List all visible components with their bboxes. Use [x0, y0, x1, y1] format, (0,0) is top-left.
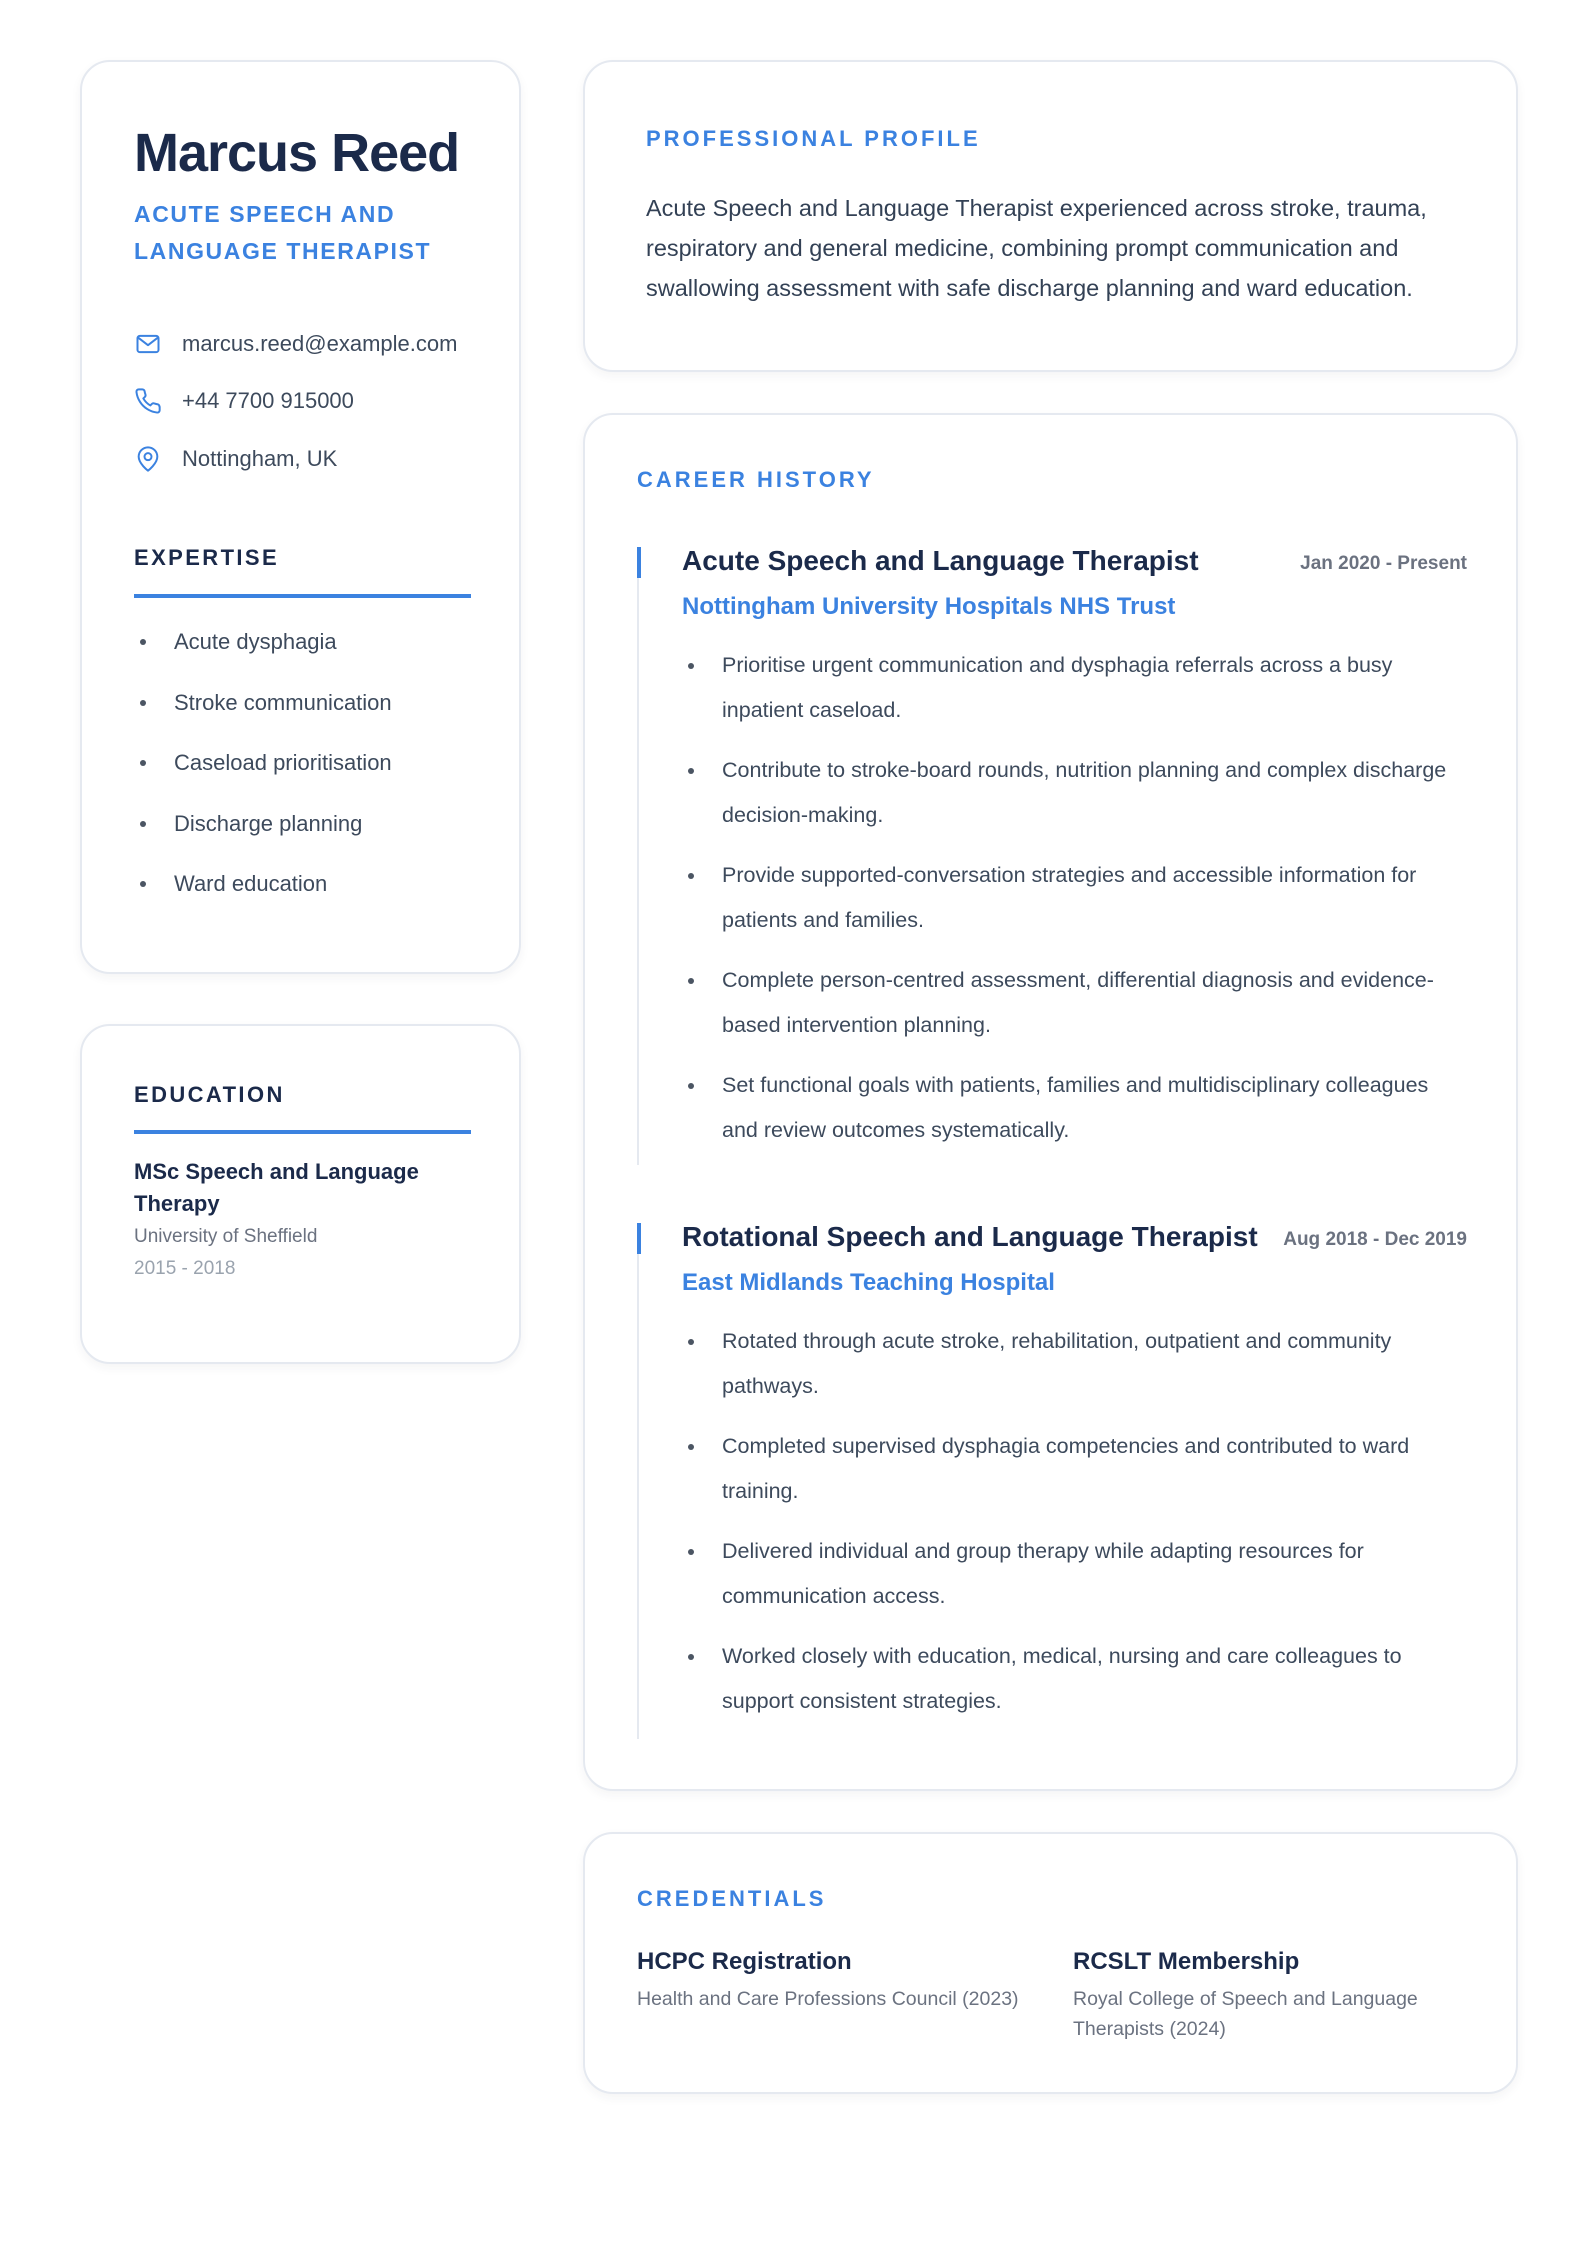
job-entry: [637, 547, 1467, 1165]
bullet-dot: [140, 700, 146, 706]
bullet-dot: [688, 1654, 694, 1660]
bullet-dot: [688, 1444, 694, 1450]
mail-icon: [134, 330, 162, 358]
list-item: [682, 1529, 1462, 1618]
expertise-item-label: Stroke communication: [174, 690, 392, 715]
career-card: [583, 413, 1518, 1791]
education-degree: MSc Speech and Language Therapy: [134, 1159, 419, 1216]
location-pin-icon: [134, 445, 162, 473]
list-item-text: Complete person-centred assessment, differential diagnosis and evidence-based intervention planning.: [722, 968, 1434, 1037]
job-entry: [637, 1223, 1467, 1739]
contact-email[interactable]: [134, 328, 457, 360]
expertise-item: [134, 627, 337, 657]
list-item: [682, 958, 1462, 1047]
credentials-heading: CREDENTIALS: [637, 1886, 827, 1911]
expertise-heading: EXPERTISE: [134, 545, 280, 570]
bullet-dot: [140, 760, 146, 766]
bullet-dot: [140, 881, 146, 887]
bullet-dot: [688, 1339, 694, 1345]
job-responsibilities: [682, 643, 1462, 1168]
credential-issuer: Health and Care Professions Council (2023): [637, 1988, 1019, 2010]
job-responsibilities: [682, 1319, 1462, 1739]
credential-name: RCSLT Membership: [1073, 1948, 1300, 1975]
education-divider: [134, 1130, 471, 1134]
bullet-dot: [688, 768, 694, 774]
expertise-item-label: Acute dysphagia: [174, 629, 337, 654]
contact-location-text: Nottingham, UK: [182, 446, 338, 471]
bullet-dot: [688, 1549, 694, 1555]
contact-location: [134, 443, 337, 475]
list-item-text: Contribute to stroke-board rounds, nutrition planning and complex discharge decision-making.: [722, 758, 1447, 827]
list-item: [682, 1319, 1462, 1408]
bullet-dot: [140, 639, 146, 645]
career-heading: CAREER HISTORY: [637, 467, 875, 492]
credentials-card: [583, 1832, 1518, 2094]
education-years: 2015 - 2018: [134, 1258, 236, 1279]
expertise-item: [134, 688, 392, 718]
profile-summary: Acute Speech and Language Therapist experienced across stroke, trauma, respiratory and general medicine, combining prompt communication and swallowing assessment with safe discharge planning and ward education.: [646, 195, 1427, 301]
expertise-item-label: Ward education: [174, 871, 328, 896]
candidate-role: ACUTE SPEECH AND LANGUAGE THERAPIST: [134, 201, 432, 264]
job-title: Acute Speech and Language Therapist: [682, 545, 1199, 576]
education-school: University of Sheffield: [134, 1226, 318, 1247]
list-item: [682, 1424, 1462, 1513]
list-item-text: Worked closely with education, medical, nursing and care colleagues to support consistent strategies.: [722, 1644, 1402, 1713]
expertise-divider: [134, 594, 471, 598]
list-item: [682, 748, 1462, 837]
contact-phone[interactable]: [134, 385, 354, 417]
profile-card: [583, 60, 1518, 372]
list-item-text: Set functional goals with patients, families and multidisciplinary colleagues and review outcomes systematically.: [722, 1073, 1429, 1142]
expertise-item-label: Discharge planning: [174, 811, 363, 836]
list-item-text: Rotated through acute stroke, rehabilitation, outpatient and community pathways.: [722, 1329, 1392, 1398]
list-item-text: Completed supervised dysphagia competencies and contributed to ward training.: [722, 1434, 1410, 1503]
list-item-text: Delivered individual and group therapy while adapting resources for communication access.: [722, 1539, 1364, 1608]
job-dates: Aug 2018 - Dec 2019: [1283, 1229, 1467, 1250]
credential-item: [637, 1948, 1047, 2014]
profile-heading: PROFESSIONAL PROFILE: [646, 126, 981, 151]
bullet-dot: [140, 821, 146, 827]
list-item: [682, 1063, 1462, 1152]
job-title: Rotational Speech and Language Therapist: [682, 1221, 1258, 1252]
expertise-item: [134, 748, 392, 778]
credential-item: [1073, 1948, 1463, 2044]
bullet-dot: [688, 1083, 694, 1089]
expertise-item: [134, 809, 362, 839]
list-item-text: Prioritise urgent communication and dysphagia referrals across a busy inpatient caseload.: [722, 653, 1393, 722]
credential-issuer: Royal College of Speech and Language Therapists (2024): [1073, 1988, 1418, 2040]
list-item-text: Provide supported-conversation strategies and accessible information for patients and families.: [722, 863, 1417, 932]
contact-phone-text: +44 7700 915000: [182, 388, 354, 413]
list-item: [682, 853, 1462, 942]
expertise-item: [134, 869, 327, 899]
education-heading: EDUCATION: [134, 1082, 285, 1107]
list-item: [682, 643, 1462, 732]
job-accent-bar: [637, 547, 641, 578]
identity-card: [80, 60, 521, 974]
candidate-name: Marcus Reed: [134, 123, 460, 183]
bullet-dot: [688, 873, 694, 879]
bullet-dot: [688, 978, 694, 984]
job-organisation: Nottingham University Hospitals NHS Trust: [682, 593, 1176, 620]
expertise-item-label: Caseload prioritisation: [174, 750, 392, 775]
job-dates: Jan 2020 - Present: [1300, 553, 1467, 574]
bullet-dot: [688, 663, 694, 669]
education-card: [80, 1024, 521, 1364]
list-item: [682, 1634, 1462, 1723]
job-organisation: East Midlands Teaching Hospital: [682, 1269, 1055, 1296]
phone-icon: [134, 387, 162, 415]
contact-email-text: marcus.reed@example.com: [182, 331, 458, 356]
job-accent-bar: [637, 1223, 641, 1254]
credential-name: HCPC Registration: [637, 1948, 852, 1975]
